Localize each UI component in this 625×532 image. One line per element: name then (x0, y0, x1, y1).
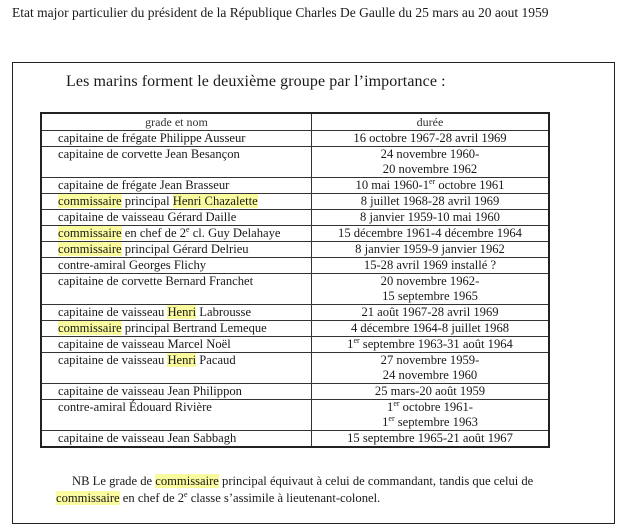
officer-name (41, 194, 312, 210)
text-run: Pacaud (196, 353, 236, 367)
text-run: 8 janvier 1959-10 mai 1960 (360, 210, 500, 224)
officers-table (40, 112, 550, 448)
period-line (315, 162, 545, 177)
table-row (41, 226, 549, 242)
text-run: capitaine de frégate Philippe Ausseur (58, 131, 246, 145)
table-row (41, 305, 549, 321)
text-run: en chef de 2 (119, 491, 184, 505)
superscript: er (388, 413, 395, 423)
superscript: er (353, 335, 360, 345)
period-line (315, 131, 545, 146)
service-period (312, 242, 550, 258)
table-row (41, 131, 549, 147)
text-run: capitaine de vaisseau Jean Sabbagh (58, 431, 237, 445)
footnote-nb (56, 473, 576, 507)
text-run: septembre 1963-31 août 1964 (359, 337, 513, 351)
superscript: er (429, 176, 436, 186)
text-run: en chef de 2 (121, 226, 186, 240)
officer-name (41, 147, 312, 178)
table-row (41, 210, 549, 226)
period-line (315, 289, 545, 304)
period-line (315, 226, 545, 241)
highlighted-term: commissaire (155, 474, 219, 488)
period-line (315, 274, 545, 289)
officer-name (41, 384, 312, 400)
table-row (41, 147, 549, 178)
text-run: 24 novembre 1960- (380, 147, 480, 161)
text-run: 15 décembre 1961-4 décembre 1964 (338, 226, 522, 240)
officer-name (41, 131, 312, 147)
period-line (315, 400, 545, 415)
text-run: 10 mai 1960-1 (355, 178, 429, 192)
highlighted-term: commissaire (56, 491, 120, 505)
service-period (312, 131, 550, 147)
superscript: e (184, 489, 188, 499)
service-period (312, 431, 550, 448)
text-run: contre-amiral Georges Flichy (58, 258, 207, 272)
officer-name (41, 178, 312, 194)
officer-name (41, 400, 312, 431)
text-run: 15 septembre 1965 (382, 289, 478, 303)
text-run: capitaine de vaisseau (58, 353, 168, 367)
period-line (315, 353, 545, 368)
highlighted-term: Henri (167, 305, 197, 319)
highlighted-term: commissaire (58, 242, 122, 256)
superscript: er (393, 398, 400, 408)
service-period (312, 321, 550, 337)
text-run: septembre 1963 (394, 415, 478, 429)
header-grade-et-nom: grade et nom (41, 113, 312, 131)
highlighted-term: Henri Chazalette (172, 194, 258, 208)
period-line (315, 305, 545, 320)
service-period (312, 194, 550, 210)
text-run: capitaine de vaisseau Marcel Noël (58, 337, 231, 351)
period-line (315, 384, 545, 399)
text-run: 15-28 avril 1969 installé ? (363, 258, 497, 272)
officer-name (41, 242, 312, 258)
text-run: capitaine de corvette Bernard Franchet (58, 274, 254, 288)
service-period (312, 258, 550, 274)
highlighted-term: commissaire (58, 321, 122, 335)
text-run: principal équivaut à celui de commandant, tandis que celui de (218, 474, 534, 488)
officer-name (41, 321, 312, 337)
table-row (41, 353, 549, 384)
text-run: classe s’assimile à lieutenant-colonel. (187, 491, 381, 505)
table-row (41, 321, 549, 337)
text-run: cl. Guy Delahaye (189, 226, 281, 240)
text-run: 1 (347, 337, 354, 351)
text-run: 20 novembre 1962- (380, 274, 480, 288)
text-run: 25 mars-20 août 1959 (374, 384, 486, 398)
period-line (315, 431, 545, 446)
service-period (312, 353, 550, 384)
table-row (41, 384, 549, 400)
table-row (41, 242, 549, 258)
text-run: principal Bertrand Lemeque (121, 321, 267, 335)
text-run: 21 août 1967-28 avril 1969 (361, 305, 499, 319)
text-run: 1 (382, 415, 389, 429)
officers-table-body (41, 113, 549, 447)
text-run: 4 décembre 1964-8 juillet 1968 (350, 321, 510, 335)
text-run: 15 septembre 1965-21 août 1967 (347, 431, 513, 445)
table-row (41, 274, 549, 305)
text-run: capitaine de vaisseau (58, 305, 168, 319)
text-run: Labrousse (196, 305, 252, 319)
period-line (315, 242, 545, 257)
officer-name (41, 337, 312, 353)
service-period (312, 274, 550, 305)
text-run: 16 octobre 1967-28 avril 1969 (353, 131, 507, 145)
service-period (312, 147, 550, 178)
text-run: principal (121, 194, 173, 208)
service-period (312, 178, 550, 194)
period-line (315, 368, 545, 383)
text-run: capitaine de corvette Jean Besançon (58, 147, 240, 161)
text-run: capitaine de frégate Jean Brasseur (58, 178, 230, 192)
table-row (41, 194, 549, 210)
text-run: 20 novembre 1962 (382, 162, 478, 176)
text-run: principal Gérard Delrieu (121, 242, 249, 256)
table-row (41, 337, 549, 353)
period-line (315, 415, 545, 430)
text-run: octobre 1961 (435, 178, 505, 192)
highlighted-term: commissaire (58, 226, 122, 240)
service-period (312, 305, 550, 321)
officer-name (41, 226, 312, 242)
period-line (315, 178, 545, 193)
service-period (312, 210, 550, 226)
table-header-row (41, 113, 549, 131)
intro-text: Les marins forment le deuxième groupe par l’importance : (66, 73, 446, 90)
text-run: contre-amiral Édouard Rivière (58, 400, 212, 414)
text-run: 27 novembre 1959- (380, 353, 480, 367)
text-run: capitaine de vaisseau Jean Philippon (58, 384, 242, 398)
period-line (315, 258, 545, 273)
text-run: octobre 1961- (399, 400, 473, 414)
service-period (312, 384, 550, 400)
service-period (312, 337, 550, 353)
officer-name (41, 210, 312, 226)
table-row (41, 431, 549, 448)
page-heading: Etat major particulier du président de la République Charles De Gaulle du 25 mars au 20 aout 1959 (12, 5, 549, 20)
service-period (312, 226, 550, 242)
officer-name (41, 258, 312, 274)
period-line (315, 321, 545, 336)
table-row (41, 400, 549, 431)
period-line (315, 147, 545, 162)
text-run: 8 juillet 1968-28 avril 1969 (360, 194, 500, 208)
service-period (312, 400, 550, 431)
officer-name (41, 353, 312, 384)
superscript: e (186, 224, 190, 234)
text-run: NB Le grade de (72, 474, 156, 488)
text-run: 1 (387, 400, 394, 414)
officer-name (41, 305, 312, 321)
highlighted-term: commissaire (58, 194, 122, 208)
text-run: 8 janvier 1959-9 janvier 1962 (355, 242, 505, 256)
text-run: 24 novembre 1960 (382, 368, 478, 382)
period-line (315, 337, 545, 352)
officer-name (41, 431, 312, 448)
header-duree: durée (312, 113, 550, 131)
officer-name (41, 274, 312, 305)
period-line (315, 194, 545, 209)
table-row (41, 178, 549, 194)
text-run: capitaine de vaisseau Gérard Daille (58, 210, 237, 224)
table-row (41, 258, 549, 274)
highlighted-term: Henri (167, 353, 197, 367)
period-line (315, 210, 545, 225)
